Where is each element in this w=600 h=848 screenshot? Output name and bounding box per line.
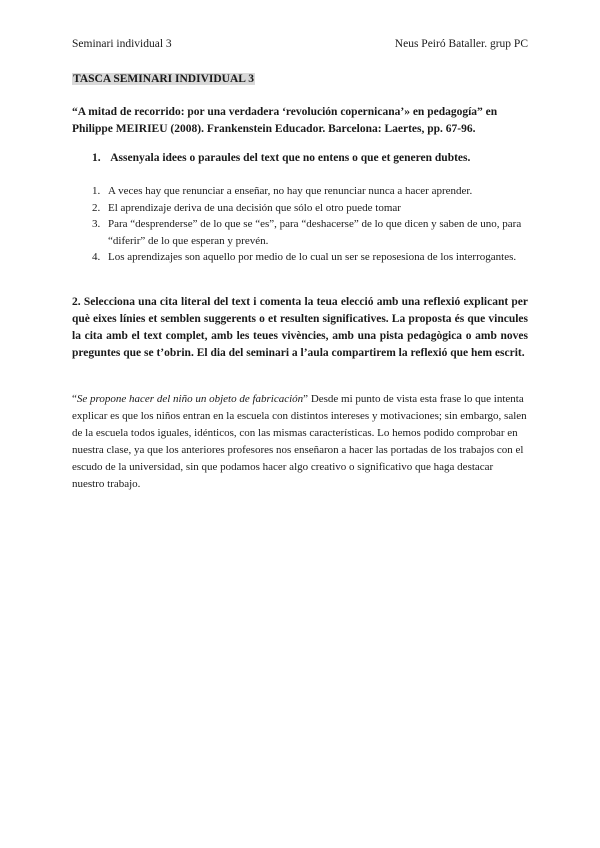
answer-text: Desde mi punto de vista esta frase lo que intenta explicar es que los niños entran en la escuela con distintos intereses y motivaciones; sin embargo, salen de la escuela todos iguales, idénticos, con las mismas características. Lo hemos podido comprobar en nuestra clase, ya que los anteriores profesores nos enseñaron a hacer las portadas de los trabajos con el escudo de la universidad, sin que podamos hacer algo creativo o significativo que haga destacar nuestro trabajo.: [72, 393, 527, 490]
list-item: [72, 200, 532, 217]
question-1-text: Assenyala idees o paraules del text que no entens o que et generen dubtes.: [110, 152, 471, 164]
list-item: [72, 183, 532, 200]
open-quote: “: [72, 393, 77, 405]
list-item-number: 3.: [92, 218, 101, 230]
question-1: [92, 152, 470, 164]
document-title: TASCA SEMINARI INDIVIDUAL 3: [73, 73, 254, 85]
question-2: 2. Selecciona una cita literal del text i comenta la teua elecció amb una reflexió explicant per què eixes línies et semblen suggerents o et resulten significatives. La proposta és que vincules la cita amb el text complet, amb les teues vivències, amb una pista pedagògica o amb noves preguntes que se t’obrin. El dia del seminari a l’aula compartirem la reflexió que hem escrit.: [72, 296, 528, 359]
list-item: [72, 249, 532, 266]
quoted-citation: Se propone hacer del niño un objeto de fabricación: [76, 393, 304, 405]
bibliographic-reference: “A mitad de recorrido: por una verdadera ‘revolución copernicana’» en pedagogía” en Philippe MEIRIEU (2008). Frankenstein Educador. Barcelona: Laertes, pp. 67-96.: [72, 106, 498, 135]
answer-paragraph: [72, 391, 528, 493]
doubts-list: [72, 183, 532, 266]
list-item-number: 2.: [92, 201, 101, 214]
header-right: Neus Peiró Bataller. grup PC: [394, 38, 528, 50]
list-item-text: Para “desprenderse” de lo que se “es”, para “deshacerse” de lo que dicen y saben de uno, para “diferir” de lo que esperan y prevén.: [108, 218, 522, 247]
list-item-number: 4.: [92, 251, 101, 263]
header-left: Seminari individual 3: [72, 38, 172, 50]
list-item-text: Los aprendizajes son aquello por medio de lo cual un ser se reposesiona de los interrogantes.: [108, 251, 517, 263]
close-quote: ”: [303, 393, 309, 405]
list-item: [72, 216, 532, 249]
list-item-text: El aprendizaje deriva de una decisión que sólo el otro puede tomar: [108, 201, 401, 214]
list-item-number: 1.: [92, 185, 101, 197]
list-item-text: A veces hay que renunciar a enseñar, no hay que renunciar nunca a hacer aprender.: [108, 185, 473, 197]
page-header: [72, 38, 528, 50]
question-1-number: 1.: [92, 152, 101, 164]
